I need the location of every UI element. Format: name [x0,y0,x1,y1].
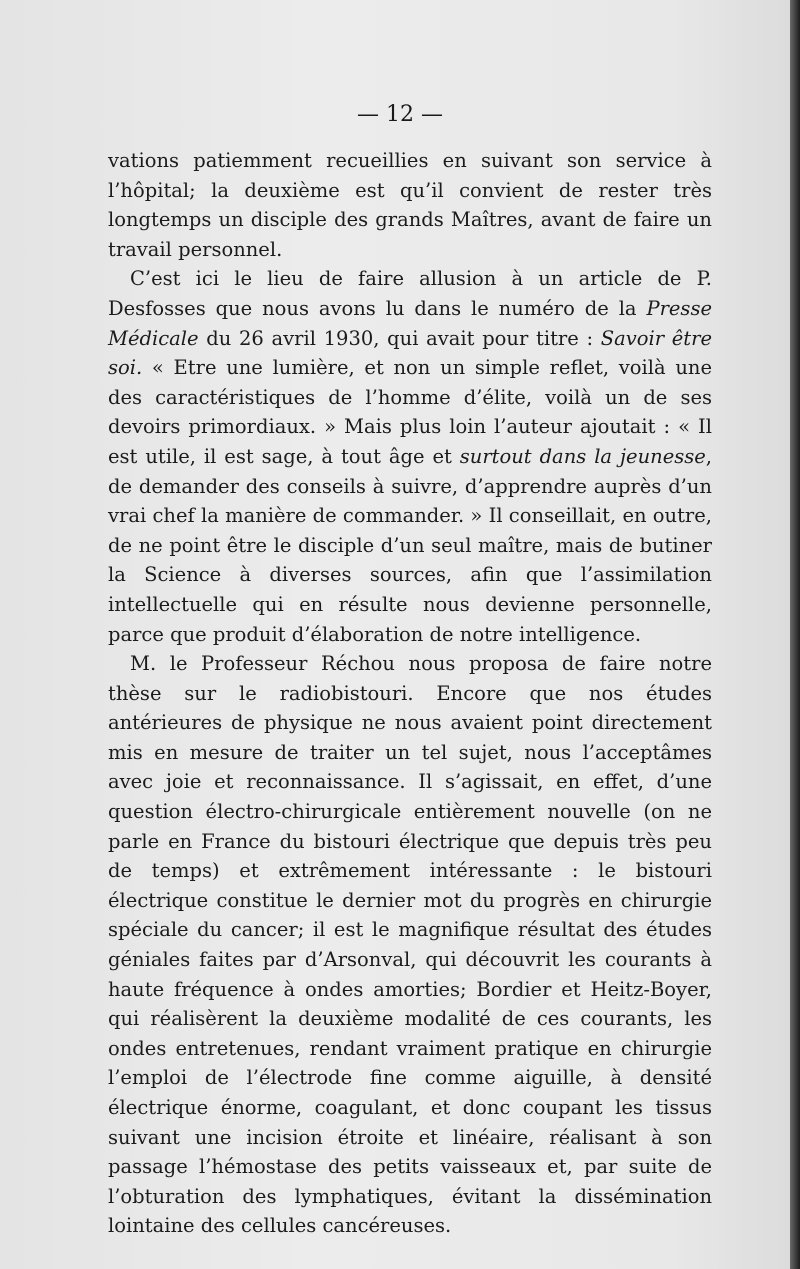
paragraph [108,264,712,649]
text-segment: vations patiemment recueillies en suivant son service à l’hôpital; la deuxième est qu’il convient de rester très longtemps un disciple des grands Maîtres, avant de faire un travail personnel. [108,149,712,261]
italic-title: Savoir être soi. [108,326,712,380]
text-segment: « Etre une lumière, et non un simple reflet, voilà une des caractéristiques de l’homme d’élite, voilà un de ses devoirs primordiaux. » Mais plus loin l’auteur ajoutait : « Il est utile, il est sage, à tout âge et [108,356,712,468]
page-number: — 12 — [357,102,443,127]
text-segment: C’est ici le lieu de faire allusion à un article de P. Desfosses que nous avons lu dans le numéro de la [108,267,712,320]
paragraph [108,146,712,264]
paragraph [108,649,712,1241]
italic-title: Presse Médicale [108,296,712,350]
text-segment: M. le Professeur Réchou nous proposa de faire notre thèse sur le radiobistouri. Encore que nos études antérieures de physique ne nous avaient point directement mis en mesure de traiter un tel sujet, nous l’acceptâmes avec joie et reconnaissance. Il s’agissait, en effet, d’une question électro-chirurgicale entièrement nouvelle (on ne parle en France du bistouri électrique que depuis très peu de temps) et extrêmement intéressante : le bistouri électrique constitue le dernier mot du progrès en chirurgie spéciale du cancer; il est le magnifique résultat des études géniales faites par d’Arsonval, qui découvrit les courants à haute fréquence à ondes amorties; Bordier et Heitz-Boyer, qui réalisèrent la deuxième modalité de ces courants, les ondes entretenues, rendant vraiment pratique en chirurgie l’emploi de l’électrode fine comme aiguille, à densité électrique énorme, coagulant, et donc coupant les tissus suivant une incision étroite et linéaire, réalisant à son passage l’hémostase des petits vaisseaux et, par suite de l’obturation des lymphatiques, évitant la dissémination lointaine des cellules cancéreuses. [108,652,712,1238]
text-segment: du 26 avril 1930, qui avait pour titre : [198,326,601,350]
body-text [108,146,712,1241]
page-edge [790,0,800,1269]
text-segment: , de demander des conseils à suivre, d’apprendre auprès d’un vrai chef la manière de commander. » Il conseillait, en outre, de ne point être le disciple d’un seul maître, mais de butiner la Science à diverses sources, afin que l’assimilation intellectuelle qui en résulte nous devienne personnelle, parce que produit d’élaboration de notre intelligence. [108,444,712,646]
italic-phrase: surtout dans la jeunesse [459,444,706,468]
